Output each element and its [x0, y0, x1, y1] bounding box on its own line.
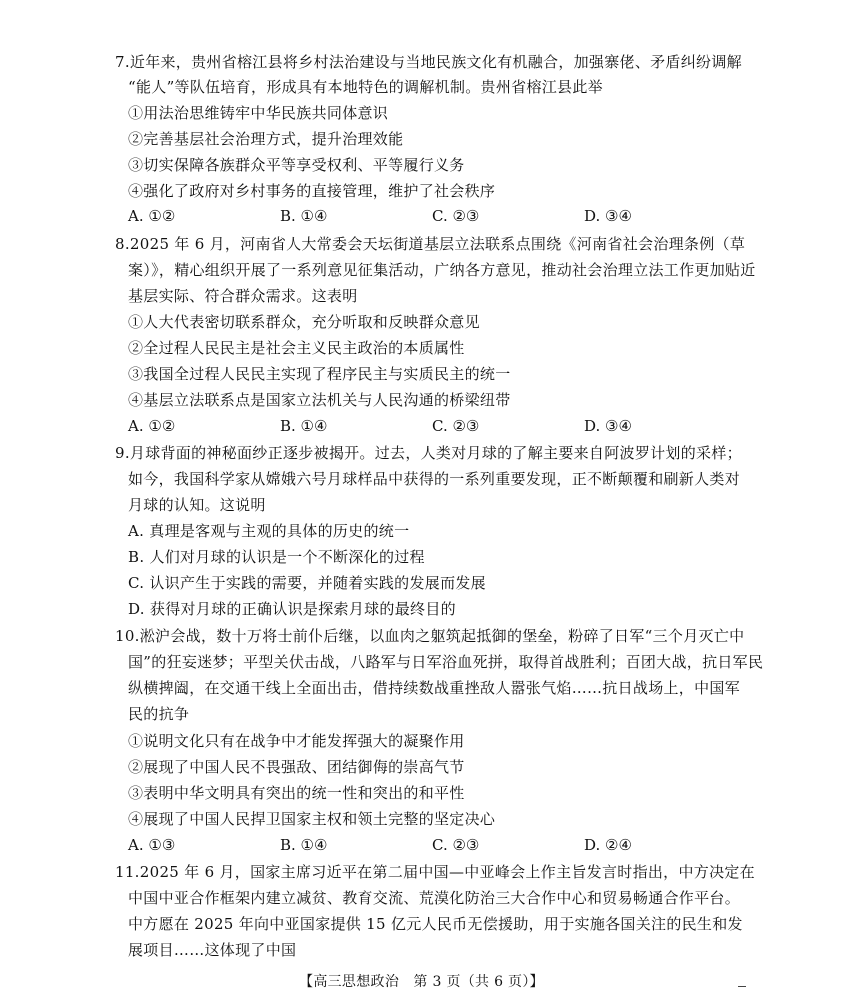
option-c: C. ②③ [432, 207, 480, 225]
option-b: B. ①④ [280, 207, 328, 225]
question-text-line: 纵横捭阖，在交通干线上全面出击，借持续数战重挫敌人嚣张气焰……抗日战场上，中国军 [128, 679, 741, 697]
option-c: C. 认识产生于实践的需要，并随着实践的发展而发展 [128, 574, 486, 592]
statement-4: ④强化了政府对乡村事务的直接管理，维护了社会秩序 [128, 182, 496, 200]
corner-mark [738, 986, 746, 987]
question-text-line: 月球的认知。这说明 [128, 496, 266, 514]
statement-1: ①说明文化只有在战争中才能发挥强大的凝聚作用 [128, 732, 465, 750]
option-d: D. ③④ [584, 417, 632, 435]
option-d: D. ②④ [584, 836, 632, 854]
question-text-line: “能人”等队伍培育，形成具有本地特色的调解机制。贵州省榕江县此举 [128, 78, 603, 96]
question-text-line: 11.2025 年 6 月，国家主席习近平在第二届中国—中亚峰会上作主旨发言时指出，中方决定在 [115, 863, 755, 881]
statement-4: ④基层立法联系点是国家立法机关与人民沟通的桥梁纽带 [128, 391, 511, 409]
question-text-line: 国”的狂妄迷梦；平型关伏击战，八路军与日军浴血死拼，取得首战胜利；百团大战，抗日军民 [128, 653, 764, 671]
option-a: A. ①② [128, 207, 176, 225]
question-text-line: 案）》，精心组织开展了一系列意见征集活动，广纳各方意见，推动社会治理立法工作更加贴近 [128, 261, 756, 279]
question-text-line: 民的抗争 [128, 705, 190, 723]
question-text-line: 中国中亚合作框架内建立减贫、教育交流、荒漠化防治三大合作中心和贸易畅通合作平台。 [128, 889, 741, 907]
option-b: B. ①④ [280, 836, 328, 854]
statement-4: ④展现了中国人民捍卫国家主权和领土完整的坚定决心 [128, 810, 496, 828]
option-a: A. 真理是客观与主观的具体的历史的统一 [128, 522, 410, 540]
statement-2: ②全过程人民民主是社会主义民主政治的本质属性 [128, 339, 465, 357]
page-footer: 【高三思想政治 第 3 页（共 6 页）】 [299, 974, 544, 990]
option-b: B. ①④ [280, 417, 328, 435]
statement-3: ③表明中华文明具有突出的统一性和突出的和平性 [128, 784, 465, 802]
question-text-line: 7.近年来，贵州省榕江县将乡村法治建设与当地民族文化有机融合，加强寨佬、矛盾纠纷调解 [115, 53, 742, 71]
question-text-line: 10.淞沪会战，数十万将士前仆后继，以血肉之躯筑起抵御的堡垒，粉碎了日军“三个月灭亡中 [115, 627, 745, 645]
question-text-line: 展项目……这体现了中国 [128, 941, 297, 959]
statement-2: ②展现了中国人民不畏强敌、团结御侮的崇高气节 [128, 758, 465, 776]
option-a: A. ①③ [128, 836, 176, 854]
statement-3: ③切实保障各族群众平等享受权利、平等履行义务 [128, 156, 465, 174]
statement-3: ③我国全过程人民民主实现了程序民主与实质民主的统一 [128, 365, 511, 383]
option-b: B. 人们对月球的认识是一个不断深化的过程 [128, 548, 425, 566]
statement-1: ①人大代表密切联系群众，充分听取和反映群众意见 [128, 313, 480, 331]
question-text-line: 9.月球背面的神秘面纱正逐步被揭开。过去，人类对月球的了解主要来自阿波罗计划的采样； [115, 444, 742, 462]
option-c: C. ②③ [432, 417, 480, 435]
question-text-line: 8.2025 年 6 月，河南省人大常委会天坛街道基层立法联系点围绕《河南省社会治理条例（草 [115, 235, 746, 253]
option-c: C. ②③ [432, 836, 480, 854]
statement-1: ①用法治思维铸牢中华民族共同体意识 [128, 104, 389, 122]
question-text-line: 基层实际、符合群众需求。这表明 [128, 287, 358, 305]
option-a: A. ①② [128, 417, 176, 435]
question-text-line: 中方愿在 2025 年向中亚国家提供 15 亿元人民币无偿援助，用于实施各国关注的民生和发 [128, 915, 743, 933]
option-d: D. 获得对月球的正确认识是探索月球的最终目的 [128, 600, 456, 618]
option-d: D. ③④ [584, 207, 632, 225]
statement-2: ②完善基层社会治理方式，提升治理效能 [128, 130, 404, 148]
question-text-line: 如今，我国科学家从嫦娥六号月球样品中获得的一系列重要发现，正不断颠覆和刷新人类对 [128, 470, 741, 488]
